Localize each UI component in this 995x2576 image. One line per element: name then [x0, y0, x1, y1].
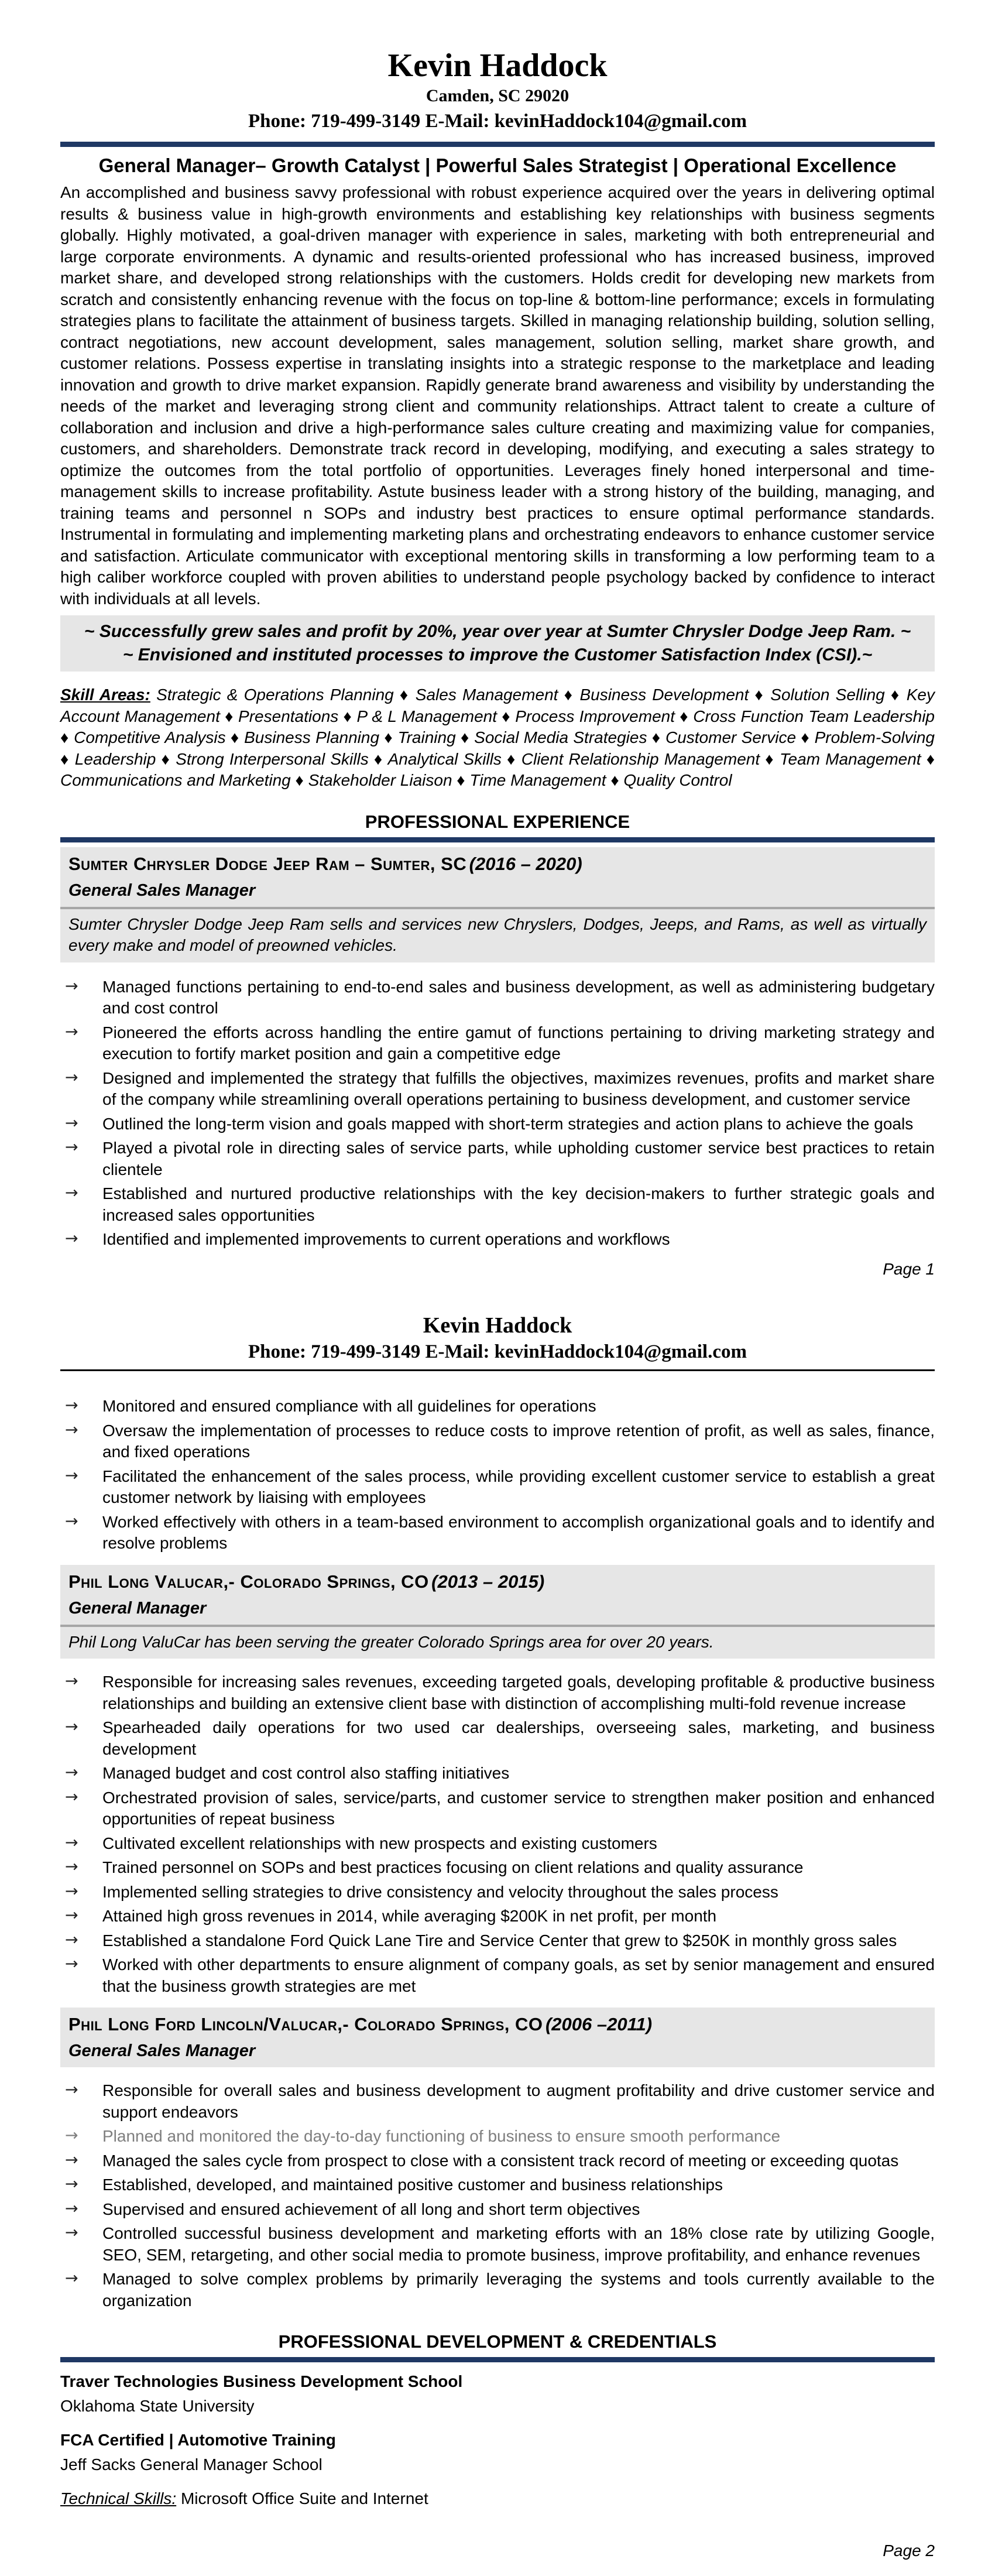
development-divider-rule	[60, 2357, 935, 2362]
bullet-item	[60, 1420, 935, 1463]
credential-subtitle: Oklahoma State University	[60, 2397, 255, 2415]
credentials-list	[60, 2371, 935, 2476]
bullet-text: Worked with other departments to ensure alignment of company goals, as set by senior management and ensured that the business growth strategies are met	[102, 1955, 935, 1995]
bullet-text: Established and nurtured productive relationships with the key decision-makers to further strategic goals and increased sales opportunities	[102, 1184, 935, 1224]
bullet-text: Managed the sales cycle from prospect to close with a consistent track record of meeting or exceeding quotas	[102, 2151, 899, 2170]
arrow-bullet-icon: →	[65, 2150, 78, 2169]
bullet-item	[60, 2150, 935, 2172]
bullet-item	[60, 1671, 935, 1714]
bullet-item	[60, 2174, 935, 2196]
candidate-address: Camden, SC 29020	[426, 86, 569, 105]
job-sumter-bullets-page1	[60, 977, 935, 1251]
bullet-text: Responsible for overall sales and business development to augment profitability and drive customer service and support endeavors	[102, 2081, 935, 2121]
arrow-bullet-icon: →	[65, 2224, 78, 2242]
bullet-item	[60, 1906, 935, 1927]
page-1-footer: Page 1	[883, 1259, 935, 1278]
arrow-bullet-icon: →	[65, 1068, 78, 1087]
bullet-item	[60, 1930, 935, 1952]
job-position: General Sales Manager	[68, 881, 256, 900]
arrow-bullet-icon: →	[65, 1184, 78, 1202]
bullet-item	[60, 1466, 935, 1509]
job-header	[60, 1565, 935, 1625]
job-title-line	[68, 1571, 927, 1593]
job-description: Sumter Chrysler Dodge Jeep Ram sells and services new Chryslers, Dodges, Jeeps, and Rams, as well as virtually every make and model of preowned vehicles.	[68, 914, 927, 954]
bullet-item	[60, 1183, 935, 1226]
arrow-bullet-icon: →	[65, 2126, 78, 2145]
arrow-bullet-icon: →	[65, 2269, 78, 2287]
arrow-bullet-icon: →	[65, 1672, 78, 1690]
credential-subtitle: Jeff Sacks General Manager School	[60, 2455, 322, 2474]
bullet-item	[60, 1882, 935, 1903]
arrow-bullet-icon: →	[65, 1930, 78, 1949]
bullet-item	[60, 1717, 935, 1760]
section-heading-experience: PROFESSIONAL EXPERIENCE	[365, 811, 630, 832]
arrow-bullet-icon: →	[65, 2199, 78, 2218]
bullet-text: Trained personnel on SOPs and best practices focusing on client relations and quality assurance	[102, 1858, 804, 1876]
bullet-item	[60, 1114, 935, 1135]
bullet-text: Outlined the long-term vision and goals mapped with short-term strategies and action plans to achieve the goals	[102, 1114, 914, 1133]
header-divider-rule	[60, 142, 935, 147]
highlight-line: ~ Successfully grew sales and profit by 20%, year over year at Sumter Chrysler Dodge Jeep Ram. ~	[84, 622, 911, 641]
job-title-line	[68, 853, 927, 875]
bullet-item	[60, 1833, 935, 1855]
job-position: General Manager	[68, 1598, 207, 1618]
job-block-valucar	[60, 1565, 935, 1659]
bullet-item	[60, 1022, 935, 1065]
bullet-text: Played a pivotal role in directing sales of service parts, while upholding customer service best practices to retain clientele	[102, 1139, 935, 1179]
skill-areas-list: Strategic & Operations Planning ♦ Sales Management ♦ Business Development ♦ Solution Selling ♦ Key Account Management ♦ Presentations ♦ P & L Management ♦ Process Improvement ♦ Cross Function Team Leadership ♦ Competitive Analysis ♦ Business Planning ♦ Training ♦ Social Media Strategies ♦ Customer Service ♦ Problem-Solving ♦ Leadership ♦ Strong Interpersonal Skills ♦ Analytical Skills ♦ Client Relationship Management ♦ Team Management ♦ Communications and Marketing ♦ Stakeholder Liaison ♦ Time Management ♦ Quality Control	[60, 686, 935, 789]
page-2	[0, 1279, 995, 2561]
arrow-bullet-icon: →	[65, 1763, 78, 1782]
bullet-item	[60, 1396, 935, 1417]
arrow-bullet-icon: →	[65, 1138, 78, 1156]
bullet-text: Established, developed, and maintained positive customer and business relationships	[102, 2176, 723, 2194]
arrow-bullet-icon: →	[65, 977, 78, 995]
bullet-text: Designed and implemented the strategy that fulfills the objectives, maximizes revenues, profits and market share of the company while streamlining overall operations pertaining to business development, and customer service	[102, 1068, 935, 1108]
bullet-text: Spearheaded daily operations for two used car dealerships, overseeing sales, marketing, and business development	[102, 1718, 935, 1758]
bullet-text: Managed to solve complex problems by primarily leveraging the systems and tools currently available to the organization	[102, 2270, 935, 2310]
job-position: General Sales Manager	[68, 2041, 256, 2060]
section-heading-development: PROFESSIONAL DEVELOPMENT & CREDENTIALS	[278, 2331, 717, 2352]
arrow-bullet-icon: →	[65, 1022, 78, 1041]
bullet-item	[60, 1857, 935, 1879]
skill-areas	[60, 684, 935, 792]
arrow-bullet-icon: →	[65, 2081, 78, 2099]
arrow-bullet-icon: →	[65, 1955, 78, 1973]
arrow-bullet-icon: →	[65, 1512, 78, 1530]
bullet-text: Supervised and ensured achievement of all long and short term objectives	[102, 2200, 640, 2218]
bullet-text: Orchestrated provision of sales, service/parts, and customer service to strengthen maker position and enhanced opportunities of repeat business	[102, 1788, 935, 1828]
bullet-text: Established a standalone Ford Quick Lane Tire and Service Center that grew to $250K in monthly gross sales	[102, 1931, 897, 1950]
credential-title: FCA Certified | Automotive Training	[60, 2431, 336, 2449]
job-company: Sumter Chrysler Dodge Jeep Ram – Sumter, SC	[68, 853, 467, 874]
bullet-item	[60, 1229, 935, 1251]
arrow-bullet-icon: →	[65, 1787, 78, 1806]
arrow-bullet-icon: →	[65, 1833, 78, 1852]
arrow-bullet-icon: →	[65, 1718, 78, 1736]
arrow-bullet-icon: →	[65, 1882, 78, 1900]
credential-item	[60, 2429, 935, 2476]
bullet-text: Attained high gross revenues in 2014, while averaging $200K in net profit, per month	[102, 1907, 717, 1925]
bullet-text: Pioneered the efforts across handling the entire gamut of functions pertaining to driving marketing strategy and execution to fortify market position and gain a competitive edge	[102, 1023, 935, 1063]
bullet-item	[60, 2199, 935, 2221]
credential-title: Traver Technologies Business Development School	[60, 2372, 463, 2390]
job-title-line	[68, 2013, 927, 2036]
technical-skills-value: Microsoft Office Suite and Internet	[176, 2489, 428, 2508]
bullet-item	[60, 1512, 935, 1554]
resume-headline: General Manager– Growth Catalyst | Powerful Sales Strategist | Operational Excellence	[98, 155, 897, 176]
job-block-sumter	[60, 847, 935, 962]
highlights-box	[60, 615, 935, 672]
job-company: Phil Long Valucar,- Colorado Springs, CO	[68, 1571, 429, 1592]
bullet-item	[60, 1763, 935, 1784]
bullet-text: Identified and implemented improvements to current operations and workflows	[102, 1230, 670, 1248]
arrow-bullet-icon: →	[65, 2175, 78, 2193]
bullet-text: Oversaw the implementation of processes to reduce costs to improve retention of profit, as well as sales, finance, and fixed operations	[102, 1421, 935, 1461]
arrow-bullet-icon: →	[65, 1906, 78, 1924]
arrow-bullet-icon: →	[65, 1396, 78, 1414]
page-1	[0, 0, 995, 1280]
job-header	[60, 847, 935, 907]
candidate-name: Kevin Haddock	[387, 47, 608, 84]
candidate-name-page2: Kevin Haddock	[423, 1313, 572, 1338]
bullet-text: Managed functions pertaining to end-to-end sales and business development, as well as administering budgetary and cost control	[102, 977, 935, 1017]
professional-summary: An accomplished and business savvy professional with robust experience acquired over the years in delivering optimal results & business value in high-growth environments and establishing key relationships with business segments globally. Highly motivated, a goal-driven manager with experience in sales, marketing with both entrepreneurial and large corporate environments. A dynamic and results-oriented professional who has increased business, improved market share, and developed strong relationships with the customers. Holds credit for developing new markets from scratch and consistently enhancing revenue with the focus on top-line & bottom-line performance; excels in formulating strategies plans to facilitate the attainment of business targets. Skilled in managing relationship building, solution selling, contract negotiations, new account development, sales management, solution selling, market share growth, and customer relations. Possess expertise in translating insights into a strategic response to the marketplace and leading innovation and growth to drive market expansion. Rapidly generate brand awareness and visibility by understanding the needs of the market and leveraging strong client and community relationships. Attract talent to create a culture of collaboration and inclusion and drive a high-performance sales culture creating and maximizing value for companies, customers, and shareholders. Demonstrate track record in developing, modifying, and executing a sales strategy to optimize the outcomes from the total portfolio of opportunities. Leverages finely honed interpersonal and time-management skills to increase profitability. Astute business leader with a strong history of the building, managing, and training teams and personnel n SOPs and industry best practices to ensure optimal performance standards. Instrumental in formulating and implementing marketing plans and orchestrating endeavors to enhance customer service and satisfaction. Articulate communicator with exceptional mentoring skills in transforming a low performing team to a high caliber workforce coupled with proven abilities to understand people psychology backed by confidence to interact with individuals at all levels.	[60, 183, 935, 608]
job-dates: (2006 –2011)	[545, 2014, 653, 2034]
page2-header-rule	[60, 1369, 935, 1371]
bullet-text: Planned and monitored the day-to-day functioning of business to ensure smooth performance	[102, 2127, 781, 2145]
arrow-bullet-icon: →	[65, 1229, 78, 1248]
job-sumter-bullets-page2	[60, 1396, 935, 1554]
technical-skills-line	[60, 2488, 935, 2510]
bullet-item	[60, 1138, 935, 1180]
bullet-text: Managed budget and cost control also staffing initiatives	[102, 1764, 510, 1782]
bullet-item	[60, 2126, 935, 2147]
highlight-line: ~ Envisioned and instituted processes to improve the Customer Satisfaction Index (CSI).~	[122, 645, 873, 664]
job-ford-lincoln-bullets	[60, 2080, 935, 2311]
technical-skills-label: Technical Skills:	[60, 2489, 177, 2508]
bullet-text: Responsible for increasing sales revenues, exceeding targeted goals, developing profitable & productive business relationships and building an extensive client base with distinction of accomplishing multi-fold revenue increase	[102, 1673, 935, 1712]
job-block-ford-lincoln	[60, 2008, 935, 2067]
bullet-text: Facilitated the enhancement of the sales process, while providing excellent customer service to establish a great customer network by liaising with employees	[102, 1467, 935, 1506]
page-2-footer: Page 2	[883, 2541, 935, 2560]
job-valucar-bullets	[60, 1671, 935, 1997]
bullet-text: Controlled successful business development and marketing efforts with an 18% close rate by utilizing Google, SEO, SEM, retargeting, and other social media to promote business, improve profitability, and enhance revenues	[102, 2224, 935, 2264]
bullet-item	[60, 2223, 935, 2266]
skill-areas-label: Skill Areas:	[60, 686, 150, 704]
bullet-item	[60, 1068, 935, 1111]
bullet-item	[60, 1954, 935, 1997]
bullet-text: Cultivated excellent relationships with new prospects and existing customers	[102, 1834, 657, 1852]
bullet-text: Monitored and ensured compliance with all guidelines for operations	[102, 1397, 596, 1415]
bullet-text: Implemented selling strategies to drive consistency and velocity throughout the sales process	[102, 1882, 778, 1901]
arrow-bullet-icon: →	[65, 1420, 78, 1439]
job-dates: (2013 – 2015)	[431, 1571, 545, 1592]
bullet-item	[60, 977, 935, 1019]
arrow-bullet-icon: →	[65, 1466, 78, 1485]
job-header	[60, 2008, 935, 2067]
bullet-text: Worked effectively with others in a team-based environment to accomplish organizational goals and to identify and resolve problems	[102, 1512, 935, 1552]
candidate-contact: Phone: 719-499-3149 E-Mail: kevinHaddock104@gmail.com	[248, 111, 747, 132]
job-description: Phil Long ValuCar has been serving the greater Colorado Springs area for over 20 years.	[68, 1632, 714, 1651]
experience-divider-rule	[60, 837, 935, 842]
arrow-bullet-icon: →	[65, 1114, 78, 1132]
job-company: Phil Long Ford Lincoln/Valucar,- Colorado Springs, CO	[68, 2014, 543, 2034]
candidate-contact-page2: Phone: 719-499-3149 E-Mail: kevinHaddock104@gmail.com	[248, 1341, 747, 1362]
job-dates: (2016 – 2020)	[469, 853, 582, 874]
bullet-item	[60, 2080, 935, 2123]
bullet-item	[60, 2269, 935, 2311]
arrow-bullet-icon: →	[65, 1858, 78, 1876]
credential-item	[60, 2371, 935, 2417]
bullet-item	[60, 1787, 935, 1830]
